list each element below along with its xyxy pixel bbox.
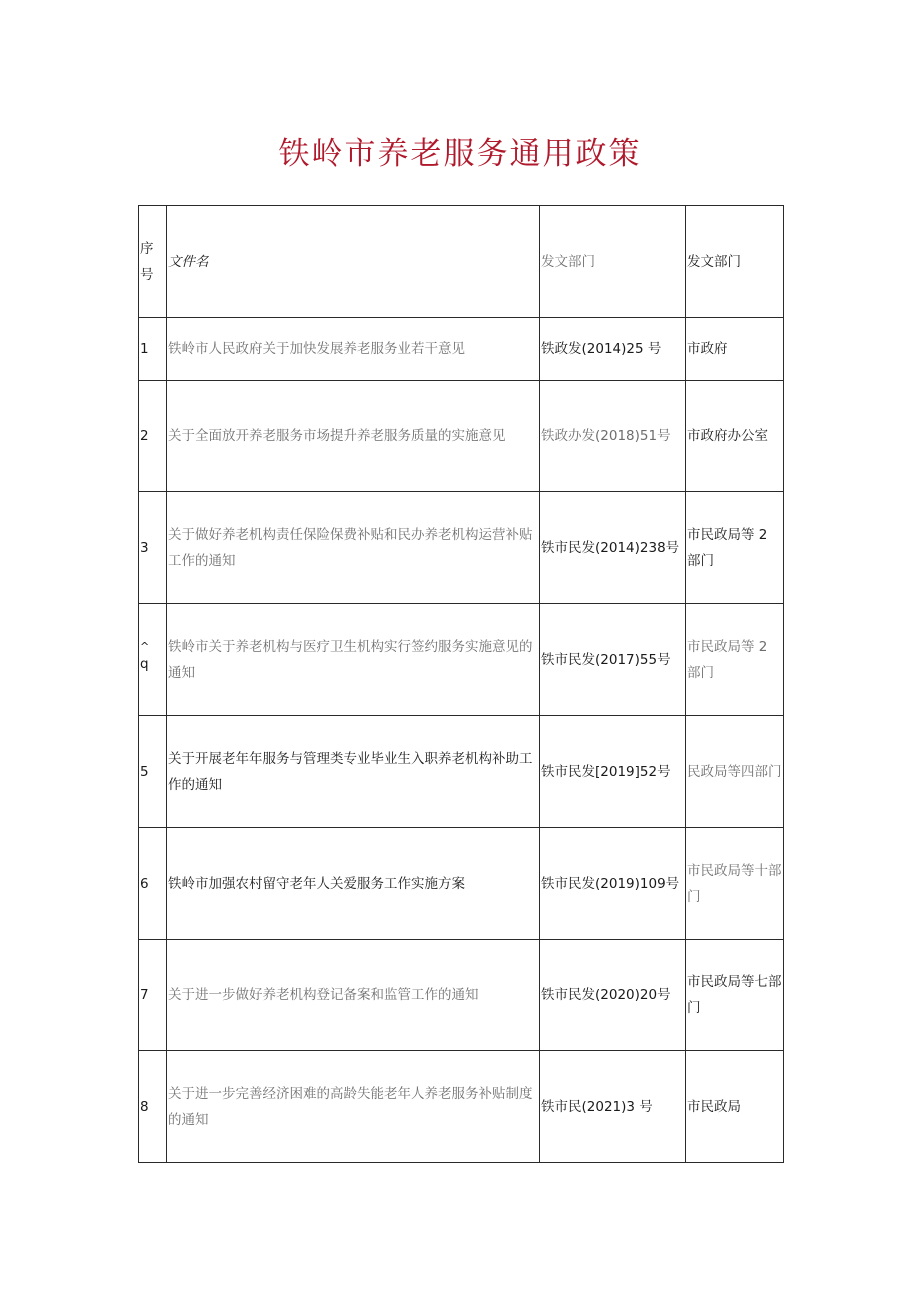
row-department: 市政府办公室 [686,381,784,492]
row-file-name: 铁岭市加强农村留守老年人关爱服务工作实施方案 [167,828,540,940]
row-no: 3 [139,492,167,604]
header-doc-number: 发文部门 [540,206,686,318]
row-doc-number: 铁市民发(2014)238号 [540,492,686,604]
row-no: 5 [139,716,167,828]
row-file-name: 关于全面放开养老服务市场提升养老服务质量的实施意见 [167,381,540,492]
row-no: 6 [139,828,167,940]
table-row [139,604,784,716]
row-no: q [140,655,149,672]
row-no: 1 [139,318,167,381]
header-no: 序号 [139,206,167,318]
header-department: 发文部门 [686,206,784,318]
row-department: 民政局等四部门 [686,716,784,828]
row-doc-number: 铁市民发(2020)20号 [540,940,686,1051]
row-doc-number: 铁市民(2021)3 号 [540,1051,686,1163]
row-department: 市民政局等十部门 [686,828,784,940]
row-doc-number: 铁市民发(2019)109号 [540,828,686,940]
row-no-cell [139,604,167,716]
table-row [139,1051,784,1163]
page-title: 铁岭市养老服务通用政策 [278,136,642,172]
row-no-mark: ^ [140,639,150,653]
row-doc-number: 铁政办发(2018)51号 [540,381,686,492]
row-file-name: 铁岭市人民政府关于加快发展养老服务业若干意见 [167,318,540,381]
row-department: 市民政局等 2 部门 [686,492,784,604]
table-header-row [139,206,784,318]
row-doc-number: 铁政发(2014)25 号 [540,318,686,381]
row-file-name: 关于进一步完善经济困难的高龄失能老年人养老服务补贴制度的通知 [167,1051,540,1163]
policy-table [138,205,784,1163]
table-row [139,492,784,604]
header-file-name: 文件名 [167,206,540,318]
row-department: 市民政局等七部门 [686,940,784,1051]
row-file-name: 关于进一步做好养老机构登记备案和监管工作的通知 [167,940,540,1051]
row-file-name: 关于做好养老机构责任保险保费补贴和民办养老机构运营补贴工作的通知 [167,492,540,604]
row-doc-number: 铁市民发(2017)55号 [540,604,686,716]
table-row [139,381,784,492]
table-row [139,828,784,940]
row-file-name: 铁岭市关于养老机构与医疗卫生机构实行签约服务实施意见的通知 [167,604,540,716]
row-file-name: 关于开展老年年服务与管理类专业毕业生入职养老机构补助工作的通知 [167,716,540,828]
table-row [139,940,784,1051]
row-no: 7 [139,940,167,1051]
row-doc-number: 铁市民发[2019]52号 [540,716,686,828]
row-department: 市民政局等 2 部门 [686,604,784,716]
table-row [139,716,784,828]
row-no: 2 [139,381,167,492]
row-no: 8 [139,1051,167,1163]
row-department: 市政府 [686,318,784,381]
row-department: 市民政局 [686,1051,784,1163]
table-row [139,318,784,381]
